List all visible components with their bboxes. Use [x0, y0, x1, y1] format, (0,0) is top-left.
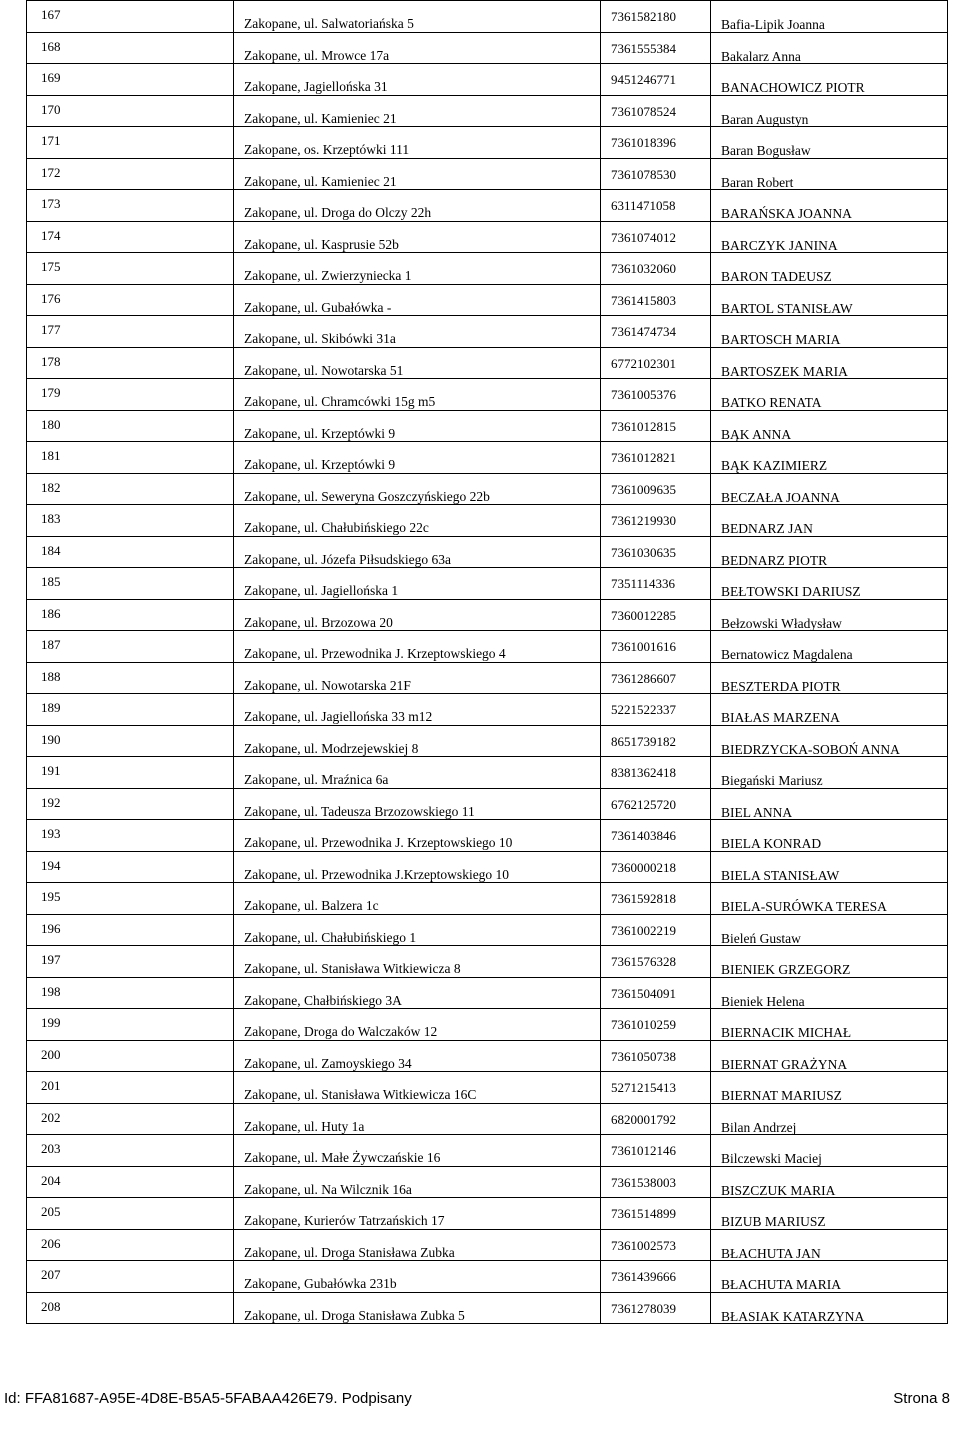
row-name: BISZCZUK MARIA — [721, 1182, 836, 1198]
table-row — [27, 820, 948, 852]
row-name: Baran Augustyn — [721, 111, 809, 127]
row-number: 171 — [41, 133, 61, 148]
row-name: BIEDRZYCKA-SOBOŃ ANNA — [721, 741, 900, 757]
row-number: 174 — [41, 227, 61, 243]
row-name: BARCZYK JANINA — [721, 237, 838, 253]
row-nip: 7361002219 — [611, 922, 676, 938]
table-row — [27, 536, 948, 568]
row-address: Zakopane, ul. Kamieniec 21 — [244, 173, 397, 189]
row-name: BARTOSCH MARIA — [721, 332, 841, 347]
row-nip: 7361001616 — [611, 639, 676, 654]
row-nip: 7361576328 — [611, 954, 676, 969]
row-cell — [27, 631, 948, 663]
table-row — [27, 253, 948, 285]
register-table — [26, 0, 948, 1324]
row-number: 194 — [41, 857, 61, 873]
row-cell — [27, 883, 948, 915]
row-number: 173 — [41, 196, 61, 211]
row-name: BĄK KAZIMIERZ — [721, 458, 828, 473]
row-nip: 7361278039 — [611, 1300, 676, 1316]
row-name: BŁACHUTA JAN — [721, 1245, 821, 1261]
row-cell — [27, 1040, 948, 1072]
page-footer — [0, 1390, 960, 1414]
row-name: BIERNAT GRAŻYNA — [721, 1056, 848, 1072]
row-address: Zakopane, ul. Stanisława Witkiewicza 16C — [244, 1087, 477, 1102]
row-address: Zakopane, ul. Droga do Olczy 22h — [244, 205, 432, 220]
row-cell — [27, 1198, 948, 1230]
row-cell — [27, 32, 948, 64]
table-row — [27, 505, 948, 537]
table-row — [27, 977, 948, 1009]
row-number: 205 — [41, 1204, 61, 1219]
row-cell — [27, 1, 948, 33]
table-row — [27, 95, 948, 127]
row-address: Zakopane, ul. Chramcówki 15g m5 — [244, 394, 436, 409]
row-name: BECZAŁA JOANNA — [721, 489, 840, 505]
document-id-text: Id: FFA81687-A95E-4D8E-B5A5-5FABAA426E79. Podpisany — [4, 1390, 412, 1407]
row-nip: 7361514899 — [611, 1206, 676, 1221]
row-address: Zakopane, ul. Mraźnica 6a — [244, 772, 389, 787]
table-row — [27, 410, 948, 442]
row-cell — [27, 1072, 948, 1104]
row-nip: 7361002573 — [611, 1237, 676, 1253]
row-nip: 7361078530 — [611, 166, 676, 182]
row-cell — [27, 410, 948, 442]
row-address: Zakopane, ul. Seweryna Goszczyńskiego 22b — [244, 488, 490, 504]
table-row — [27, 757, 948, 789]
row-nip: 7361005376 — [611, 387, 676, 402]
row-number: 189 — [41, 700, 61, 715]
row-nip: 7361009635 — [611, 481, 676, 497]
table-row — [27, 599, 948, 631]
row-cell — [27, 946, 948, 978]
row-address: Zakopane, ul. Brzozowa 20 — [244, 614, 393, 630]
row-address: Zakopane, ul. Zamoyskiego 34 — [244, 1055, 412, 1071]
row-address: Zakopane, ul. Huty 1a — [244, 1118, 365, 1134]
row-name: BARTOL STANISŁAW — [721, 300, 853, 316]
row-number: 192 — [41, 794, 61, 810]
row-address: Zakopane, ul. Przewodnika J.Krzeptowskiego 10 — [244, 866, 510, 882]
row-address: Zakopane, ul. Nowotarska 21F — [244, 677, 411, 693]
table-row — [27, 1292, 948, 1324]
row-address: Zakopane, ul. Jagiellońska 33 m12 — [244, 709, 433, 724]
table-row — [27, 1103, 948, 1135]
row-number: 168 — [41, 38, 61, 54]
row-address: Zakopane, ul. Tadeusza Brzozowskiego 11 — [244, 803, 475, 819]
row-address: Zakopane, Droga do Walczaków 12 — [244, 1024, 438, 1039]
table-row — [27, 1, 948, 33]
row-name: BIELA-SURÓWKA TERESA — [721, 899, 887, 914]
row-cell — [27, 253, 948, 285]
row-nip: 7361010259 — [611, 1017, 676, 1032]
column-divider — [233, 0, 234, 1324]
table-row — [27, 316, 948, 348]
row-cell — [27, 505, 948, 537]
row-number: 188 — [41, 668, 61, 684]
row-address: Zakopane, ul. Droga Stanisława Zubka 5 — [244, 1307, 465, 1323]
table-row — [27, 946, 948, 978]
row-cell — [27, 1135, 948, 1167]
table-row — [27, 631, 948, 663]
table-row — [27, 473, 948, 505]
row-name: BIELA KONRAD — [721, 836, 822, 851]
row-address: Zakopane, Chałbińskiego 3A — [244, 992, 402, 1008]
row-address: Zakopane, ul. Przewodnika J. Krzeptowskiego 10 — [244, 835, 513, 850]
row-name: BARON TADEUSZ — [721, 269, 832, 284]
row-name: Bafia-Lipik Joanna — [721, 17, 825, 32]
row-address: Zakopane, ul. Stanisława Witkiewicza 8 — [244, 961, 461, 976]
row-nip: 6311471058 — [611, 198, 676, 213]
row-name: BATKO RENATA — [721, 395, 822, 410]
row-cell — [27, 1166, 948, 1198]
table-row — [27, 1040, 948, 1072]
row-number: 191 — [41, 763, 61, 778]
table-row — [27, 1198, 948, 1230]
row-nip: 7361078524 — [611, 103, 676, 119]
row-name: BIERNAT MARIUSZ — [721, 1088, 842, 1103]
row-nip: 6820001792 — [611, 1111, 676, 1127]
row-number: 167 — [41, 7, 61, 22]
row-address: Zakopane, ul. Mrowce 17a — [244, 47, 390, 63]
row-cell — [27, 914, 948, 946]
row-cell — [27, 1103, 948, 1135]
row-number: 186 — [41, 605, 61, 621]
row-number: 170 — [41, 101, 61, 117]
row-name: Bełzowski Władysław — [721, 615, 842, 631]
row-nip: 7361074012 — [611, 229, 676, 245]
table-row — [27, 127, 948, 159]
row-nip: 7361538003 — [611, 1174, 676, 1190]
row-name: BIZUB MARIUSZ — [721, 1214, 826, 1229]
row-cell — [27, 158, 948, 190]
row-nip: 7361032060 — [611, 261, 676, 276]
row-cell — [27, 347, 948, 379]
row-nip: 8651739182 — [611, 733, 676, 749]
row-nip: 7361582180 — [611, 9, 676, 24]
row-name: BŁACHUTA MARIA — [721, 1277, 842, 1292]
row-address: Zakopane, Kurierów Tatrzańskich 17 — [244, 1213, 445, 1228]
row-address: Zakopane, ul. Małe Żywczańskie 16 — [244, 1150, 441, 1165]
table-row — [27, 1261, 948, 1293]
row-number: 206 — [41, 1235, 61, 1251]
row-address: Zakopane, os. Krzeptówki 111 — [244, 142, 410, 157]
page-number: Strona 8 — [893, 1390, 950, 1407]
row-nip: 7361403846 — [611, 828, 676, 843]
row-nip: 7351114336 — [611, 576, 676, 591]
row-number: 181 — [41, 448, 61, 463]
table-row — [27, 1166, 948, 1198]
row-cell — [27, 757, 948, 789]
row-number: 207 — [41, 1267, 61, 1282]
row-number: 172 — [41, 164, 61, 180]
row-cell — [27, 694, 948, 726]
row-cell — [27, 1009, 948, 1041]
row-number: 185 — [41, 574, 61, 589]
row-number: 187 — [41, 637, 61, 652]
row-address: Zakopane, ul. Chałubińskiego 22c — [244, 520, 429, 535]
row-nip: 7361474734 — [611, 324, 676, 339]
row-number: 198 — [41, 983, 61, 999]
row-nip: 7361030635 — [611, 544, 676, 560]
table-row — [27, 788, 948, 820]
row-cell — [27, 95, 948, 127]
row-number: 169 — [41, 70, 61, 85]
row-number: 195 — [41, 889, 61, 904]
row-cell — [27, 536, 948, 568]
row-nip: 7361012821 — [611, 450, 676, 465]
row-address: Zakopane, ul. Przewodnika J. Krzeptowskiego 4 — [244, 646, 506, 661]
row-name: Biegański Mariusz — [721, 773, 823, 788]
row-number: 201 — [41, 1078, 61, 1093]
row-nip: 7361555384 — [611, 40, 676, 56]
row-number: 196 — [41, 920, 61, 936]
row-cell — [27, 64, 948, 96]
table-row — [27, 1009, 948, 1041]
row-name: BEŁTOWSKI DARIUSZ — [721, 584, 861, 599]
row-name: Bakalarz Anna — [721, 48, 801, 64]
row-cell — [27, 788, 948, 820]
table-row — [27, 568, 948, 600]
row-address: Zakopane, ul. Jagiellońska 1 — [244, 583, 399, 598]
row-nip: 7361050738 — [611, 1048, 676, 1064]
row-name: BIENIEK GRZEGORZ — [721, 962, 851, 977]
row-number: 180 — [41, 416, 61, 432]
row-number: 190 — [41, 731, 61, 747]
row-cell — [27, 820, 948, 852]
table-row — [27, 662, 948, 694]
row-cell — [27, 473, 948, 505]
row-nip: 7361504091 — [611, 985, 676, 1001]
row-nip: 9451246771 — [611, 72, 676, 87]
row-name: BEDNARZ JAN — [721, 521, 813, 536]
row-address: Zakopane, ul. Kamieniec 21 — [244, 110, 397, 126]
table-row — [27, 1135, 948, 1167]
row-name: BESZTERDA PIOTR — [721, 678, 841, 694]
row-nip: 7361012815 — [611, 418, 676, 434]
row-name: BIAŁAS MARZENA — [721, 710, 840, 725]
row-address: Zakopane, ul. Gubałówka - — [244, 299, 392, 315]
row-cell — [27, 127, 948, 159]
row-cell — [27, 662, 948, 694]
row-nip: 5271215413 — [611, 1080, 676, 1095]
row-cell — [27, 1261, 948, 1293]
row-name: Bilczewski Maciej — [721, 1151, 822, 1166]
row-nip: 7361592818 — [611, 891, 676, 906]
row-cell — [27, 316, 948, 348]
row-address: Zakopane, ul. Salwatoriańska 5 — [244, 16, 414, 31]
table-row — [27, 442, 948, 474]
row-nip: 7360012285 — [611, 607, 676, 623]
row-number: 197 — [41, 952, 61, 967]
row-cell — [27, 568, 948, 600]
row-name: Bieniek Helena — [721, 993, 805, 1009]
row-number: 182 — [41, 479, 61, 495]
row-nip: 7361219930 — [611, 513, 676, 528]
row-nip: 7361439666 — [611, 1269, 676, 1284]
table-row — [27, 190, 948, 222]
row-cell — [27, 1292, 948, 1324]
table-row — [27, 914, 948, 946]
row-address: Zakopane, ul. Krzeptówki 9 — [244, 425, 396, 441]
row-number: 177 — [41, 322, 61, 337]
row-number: 200 — [41, 1046, 61, 1062]
row-cell — [27, 284, 948, 316]
row-address: Zakopane, ul. Balzera 1c — [244, 898, 379, 913]
row-name: BIEL ANNA — [721, 804, 793, 820]
row-cell — [27, 977, 948, 1009]
row-number: 199 — [41, 1015, 61, 1030]
row-address: Zakopane, ul. Chałubińskiego 1 — [244, 929, 417, 945]
row-address: Zakopane, ul. Kasprusie 52b — [244, 236, 399, 252]
row-name: Bernatowicz Magdalena — [721, 647, 853, 662]
row-nip: 6762125720 — [611, 796, 676, 812]
row-name: BIERNACIK MICHAŁ — [721, 1025, 852, 1040]
row-name: BĄK ANNA — [721, 426, 792, 442]
row-name: BIELA STANISŁAW — [721, 867, 840, 883]
row-number: 183 — [41, 511, 61, 526]
row-name: Baran Robert — [721, 174, 794, 190]
table-row — [27, 32, 948, 64]
row-number: 203 — [41, 1141, 61, 1156]
row-name: Baran Bogusław — [721, 143, 811, 158]
table-row — [27, 284, 948, 316]
row-number: 184 — [41, 542, 61, 558]
row-address: Zakopane, ul. Krzeptówki 9 — [244, 457, 396, 472]
table-row — [27, 221, 948, 253]
row-number: 204 — [41, 1172, 61, 1188]
table-row — [27, 883, 948, 915]
row-number: 178 — [41, 353, 61, 369]
table-row — [27, 347, 948, 379]
row-cell — [27, 851, 948, 883]
row-cell — [27, 379, 948, 411]
row-address: Zakopane, ul. Skibówki 31a — [244, 331, 396, 346]
row-number: 176 — [41, 290, 61, 306]
row-number: 193 — [41, 826, 61, 841]
table-row — [27, 725, 948, 757]
row-number: 179 — [41, 385, 61, 400]
table-row — [27, 1072, 948, 1104]
row-name: BANACHOWICZ PIOTR — [721, 80, 865, 95]
row-nip: 7360000218 — [611, 859, 676, 875]
register-table-body — [27, 1, 948, 1324]
column-divider — [600, 0, 601, 1324]
table-row — [27, 851, 948, 883]
row-address: Zakopane, ul. Józefa Piłsudskiego 63a — [244, 551, 451, 567]
row-address: Zakopane, ul. Droga Stanisława Zubka — [244, 1244, 455, 1260]
row-address: Zakopane, ul. Nowotarska 51 — [244, 362, 404, 378]
table-row — [27, 694, 948, 726]
table-row — [27, 158, 948, 190]
row-cell — [27, 190, 948, 222]
row-name: Bieleń Gustaw — [721, 930, 801, 946]
row-cell — [27, 442, 948, 474]
table-row — [27, 379, 948, 411]
row-address: Zakopane, ul. Modrzejewskiej 8 — [244, 740, 419, 756]
row-number: 175 — [41, 259, 61, 274]
row-name: BEDNARZ PIOTR — [721, 552, 828, 568]
column-divider — [710, 0, 711, 1324]
row-name: BARTOSZEK MARIA — [721, 363, 848, 379]
row-name: BARAŃSKA JOANNA — [721, 206, 852, 221]
row-nip: 7361286607 — [611, 670, 676, 686]
row-cell — [27, 221, 948, 253]
row-address: Zakopane, ul. Zwierzyniecka 1 — [244, 268, 412, 283]
row-number: 202 — [41, 1109, 61, 1125]
row-nip: 7361012146 — [611, 1143, 676, 1158]
row-cell — [27, 599, 948, 631]
table-row — [27, 1229, 948, 1261]
row-name: BŁASIAK KATARZYNA — [721, 1308, 865, 1324]
row-address: Zakopane, Gubałówka 231b — [244, 1276, 397, 1291]
row-address: Zakopane, ul. Na Wilcznik 16a — [244, 1181, 412, 1197]
row-cell — [27, 725, 948, 757]
row-nip: 8381362418 — [611, 765, 676, 780]
row-nip: 6772102301 — [611, 355, 676, 371]
row-nip: 7361018396 — [611, 135, 676, 150]
row-nip: 5221522337 — [611, 702, 676, 717]
row-name: Bilan Andrzej — [721, 1119, 797, 1135]
table-row — [27, 64, 948, 96]
row-address: Zakopane, Jagiellońska 31 — [244, 79, 388, 94]
row-nip: 7361415803 — [611, 292, 676, 308]
row-number: 208 — [41, 1298, 61, 1314]
row-cell — [27, 1229, 948, 1261]
